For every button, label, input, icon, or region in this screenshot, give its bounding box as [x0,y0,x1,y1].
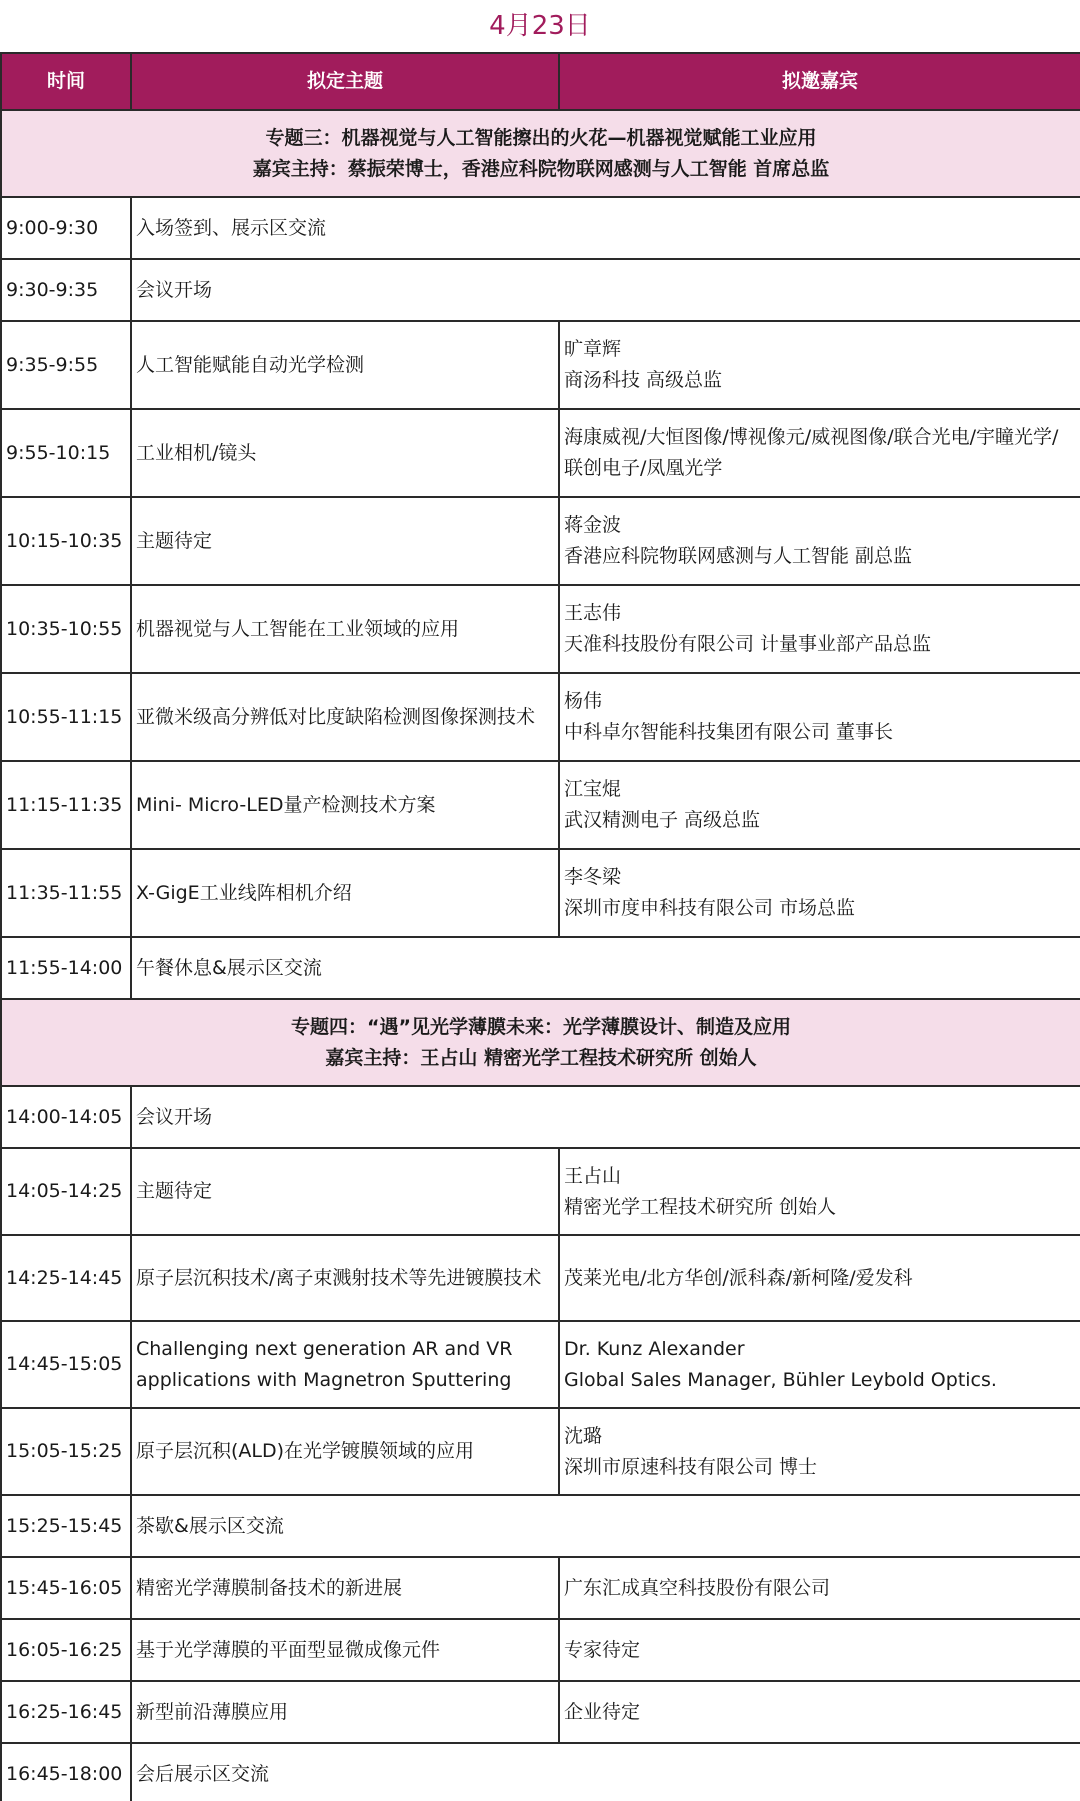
topic-cell: 工业相机/镜头 [131,409,559,497]
topic-cell: 原子层沉积(ALD)在光学镀膜领域的应用 [131,1408,559,1495]
time-cell: 11:35-11:55 [1,849,131,937]
table-row [1,1557,1080,1619]
topic-cell: 人工智能赋能自动光学检测 [131,321,559,409]
guest-name: 蒋金波 [564,514,622,536]
topic-cell: 主题待定 [131,1148,559,1235]
table-row [1,1086,1080,1148]
topic-cell: 精密光学薄膜制备技术的新进展 [131,1557,559,1619]
topic-cell: 新型前沿薄膜应用 [131,1681,559,1743]
topic-cell: 会议开场 [131,259,1080,321]
table-row [1,259,1080,321]
session-4-cell [1,999,1080,1086]
table-row [1,673,1080,761]
time-cell: 15:45-16:05 [1,1557,131,1619]
table-row [1,1148,1080,1235]
time-cell: 11:55-14:00 [1,937,131,999]
guest-cell: 企业待定 [559,1681,1080,1743]
guest-cell: 海康威视/大恒图像/博视像元/威视图像/联合光电/宇瞳光学/联创电子/凤凰光学 [559,409,1080,497]
guest-name: Dr. Kunz Alexander [564,1337,745,1360]
time-cell: 10:15-10:35 [1,497,131,585]
time-cell: 9:00-9:30 [1,197,131,259]
topic-line: applications with Magnetron Sputtering [136,1368,512,1391]
guest-org: 商汤科技 高级总监 [564,369,723,391]
guest-cell [559,1321,1080,1408]
guest-name: 沈璐 [564,1424,603,1447]
table-row [1,1619,1080,1681]
table-row [1,321,1080,409]
guest-name: 李冬梁 [564,866,622,888]
session-title: 专题三：机器视觉与人工智能擦出的火花—机器视觉赋能工业应用 [265,126,817,149]
table-row [1,1743,1080,1801]
time-cell: 14:00-14:05 [1,1086,131,1148]
table-row [1,197,1080,259]
guest-cell [559,673,1080,761]
guest-org: 精密光学工程技术研究所 创始人 [564,1195,837,1218]
time-cell: 9:35-9:55 [1,321,131,409]
topic-cell: 茶歇&展示区交流 [131,1495,1080,1557]
topic-cell: 会后展示区交流 [131,1743,1080,1801]
table-row [1,1408,1080,1495]
topic-cell: 午餐休息&展示区交流 [131,937,1080,999]
guest-name: 王占山 [564,1164,622,1187]
topic-cell: X-GigE工业线阵相机介绍 [131,849,559,937]
table-row [1,1321,1080,1408]
guest-name: 王志伟 [564,602,622,624]
time-cell: 9:55-10:15 [1,409,131,497]
table-row [1,1495,1080,1557]
topic-cell: 原子层沉积技术/离子束溅射技术等先进镀膜技术 [131,1235,559,1321]
topic-cell [131,1321,559,1408]
guest-cell: 专家待定 [559,1619,1080,1681]
time-cell: 9:30-9:35 [1,259,131,321]
topic-cell: 基于光学薄膜的平面型显微成像元件 [131,1619,559,1681]
guest-name: 旷章辉 [564,338,622,360]
guest-cell [559,1148,1080,1235]
table-row [1,849,1080,937]
guest-cell: 广东汇成真空科技股份有限公司 [559,1557,1080,1619]
guest-cell [559,1408,1080,1495]
guest-org: Global Sales Manager, Bühler Leybold Optics. [564,1368,997,1391]
table-row [1,585,1080,673]
time-cell: 10:55-11:15 [1,673,131,761]
table-row [1,937,1080,999]
guest-name: 江宝焜 [564,778,622,800]
time-cell: 16:05-16:25 [1,1619,131,1681]
topic-cell: 入场签到、展示区交流 [131,197,1080,259]
topic-line: Challenging next generation AR and VR [136,1337,513,1360]
time-cell: 14:05-14:25 [1,1148,131,1235]
guest-cell [559,321,1080,409]
page-title: 4月23日 [489,11,591,41]
time-cell: 10:35-10:55 [1,585,131,673]
session-title: 专题四：“遇”见光学薄膜未来：光学薄膜设计、制造及应用 [291,1015,791,1038]
session-host: 嘉宾主持：王占山 精密光学工程技术研究所 创始人 [325,1046,757,1069]
topic-cell: 机器视觉与人工智能在工业领域的应用 [131,585,559,673]
guest-org: 深圳市度申科技有限公司 市场总监 [564,897,856,919]
time-cell: 14:45-15:05 [1,1321,131,1408]
table-row [1,409,1080,497]
table-row [1,497,1080,585]
session-header [1,999,1080,1086]
time-cell: 11:15-11:35 [1,761,131,849]
guest-cell: 茂莱光电/北方华创/派科森/新柯隆/爱发科 [559,1235,1080,1321]
header-guest: 拟邀嘉宾 [559,53,1080,110]
topic-cell: 主题待定 [131,497,559,585]
header-topic: 拟定主题 [131,53,559,110]
header-time: 时间 [1,53,131,110]
guest-org: 深圳市原速科技有限公司 博士 [564,1455,818,1478]
session-3-cell [1,110,1080,197]
time-cell: 16:45-18:00 [1,1743,131,1801]
table-row [1,761,1080,849]
session-header [1,110,1080,197]
topic-cell: 会议开场 [131,1086,1080,1148]
guest-name: 杨伟 [564,690,603,712]
session-host: 嘉宾主持：蔡振荣博士，香港应科院物联网感测与人工智能 首席总监 [252,157,830,180]
guest-org: 天准科技股份有限公司 计量事业部产品总监 [564,633,932,655]
time-cell: 15:05-15:25 [1,1408,131,1495]
guest-org: 香港应科院物联网感测与人工智能 副总监 [564,545,913,567]
guest-org: 中科卓尔智能科技集团有限公司 董事长 [564,721,894,743]
time-cell: 16:25-16:45 [1,1681,131,1743]
topic-cell: 亚微米级高分辨低对比度缺陷检测图像探测技术 [131,673,559,761]
table-header-row [1,53,1080,110]
table-row [1,1681,1080,1743]
guest-cell [559,585,1080,673]
topic-cell: Mini- Micro-LED量产检测技术方案 [131,761,559,849]
schedule-table [0,52,1080,1801]
table-row [1,1235,1080,1321]
time-cell: 15:25-15:45 [1,1495,131,1557]
guest-cell [559,761,1080,849]
guest-org: 武汉精测电子 高级总监 [564,809,761,831]
guest-cell [559,497,1080,585]
time-cell: 14:25-14:45 [1,1235,131,1321]
guest-cell [559,849,1080,937]
